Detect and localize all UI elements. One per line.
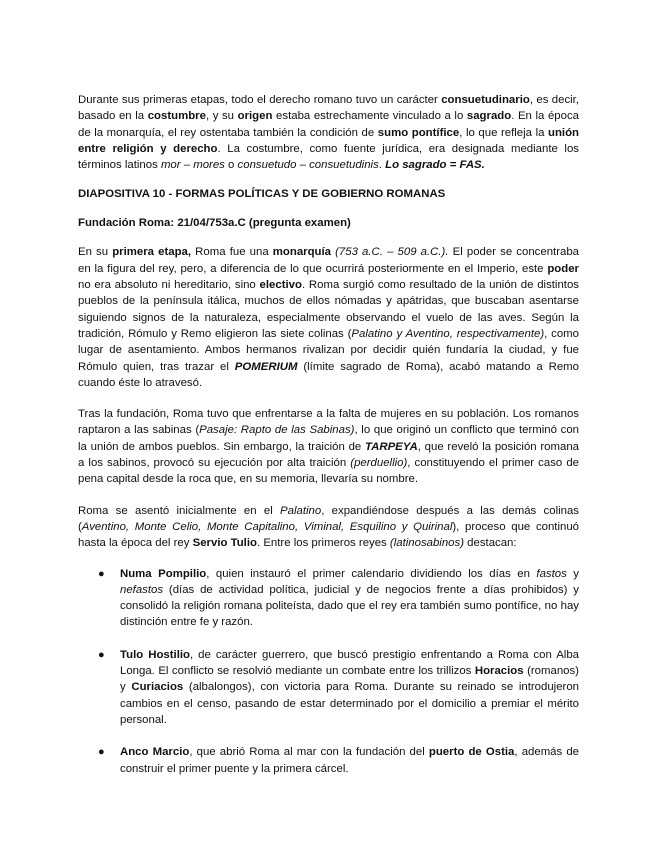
paragraph-fundacion: Tras la fundación, Roma tuvo que enfrentarse a la falta de mujeres en su población. Los romanos raptaron a las sabinas (Pasaje: Rapto de las Sabinas), lo que originó un conflicto que terminó con la unión de ambos pueblos. Sin embargo, la traición de TARPEYA, que reveló la posición romana a los sabinos, provocó su ejecución por alta traición (perduellio), constituyendo el primer caso de pena capital desde la roca que, en su memoria, llevaría su nombre. <box>78 408 579 486</box>
bullet-icon: ● <box>98 567 105 580</box>
list-item: ● Tulo Hostilio, de carácter guerrero, que buscó prestigio enfrentando a Roma con Alba Longa. El conflicto se resolvió mediante un combate entre los trillizos Horacios (romanos) y Curiacios (albalongos), con victoria para Roma. Durante su reinado se introdujeron cambios en el censo, pasando de estar determinado por el domicilio a premiar el mérito personal. <box>98 648 579 726</box>
bullet-icon: ● <box>98 648 105 661</box>
paragraph-colinas: Roma se asentó inicialmente en el Palatino, expandiéndose después a las demás colinas (Aventino, Monte Celio, Monte Capitalino, Viminal, Esquilino y Quirinal), proceso que continuó hasta la época del rey Servio Tulio. Entre los primeros reyes (latinosabinos) destacan: <box>78 504 580 550</box>
list-item: ● Numa Pompilio, quien instauró el primer calendario dividiendo los días en fastos y nefastos (días de actividad política, judicial y de negocios frente a días prohibidos) y consolidó la religión romana politeísta, dado que el rey era también sumo pontífice, no hay distinción entre fe y razón. <box>98 567 579 629</box>
list-item: ● Anco Marcio, que abrió Roma al mar con la fundación del puerto de Ostia, además de construir el primer puente y la primera cárcel. <box>98 746 580 775</box>
bullet-icon: ● <box>98 746 105 759</box>
paragraph-primera-etapa: En su primera etapa, Roma fue una monarquía (753 a.C. – 509 a.C.). El poder se concentraba en la figura del rey, pero, a diferencia de lo que ocurrirá posteriormente en el Imperio, este poder no era absoluto ni hereditario, sino electivo. Roma surgió como resultado de la unión de distintos pueblos de la península itálica, muchos de ellos nómadas y apátridas, que buscaban asentarse siguiendo signos de la naturaleza, especialmente observando el vuelo de las aves. Según la tradición, Rómulo y Remo eligieron las siete colinas (Palatino y Aventino, respectivamente), como lugar de asentamiento. Ambos hermanos rivalizan por decidir quién fundaría la ciudad, y fue Rómulo quien, tras trazar el POMERIUM (límite sagrado de Roma), acabó matando a Remo cuando éste lo atravesó. <box>78 246 579 389</box>
kings-list <box>78 566 579 777</box>
paragraph-costumbre: Durante sus primeras etapas, todo el derecho romano tuvo un carácter consuetudinario, es decir, basado en la costumbre, y su origen estaba estrechamente vinculado a lo sagrado. En la época de la monarquía, el rey ostentaba también la condición de sumo pontífice, lo que refleja la unión entre religión y derecho. La costumbre, como fuente jurídica, era designada mediante los términos latinos mor – mores o consuetudo – consuetudinis. Lo sagrado = FAS. <box>78 94 580 172</box>
section-heading: DIAPOSITIVA 10 - FORMAS POLÍTICAS Y DE GOBIERNO ROMANAS <box>78 188 446 201</box>
subsection-heading: Fundación Roma: 21/04/753a.C (pregunta examen) <box>78 217 351 230</box>
